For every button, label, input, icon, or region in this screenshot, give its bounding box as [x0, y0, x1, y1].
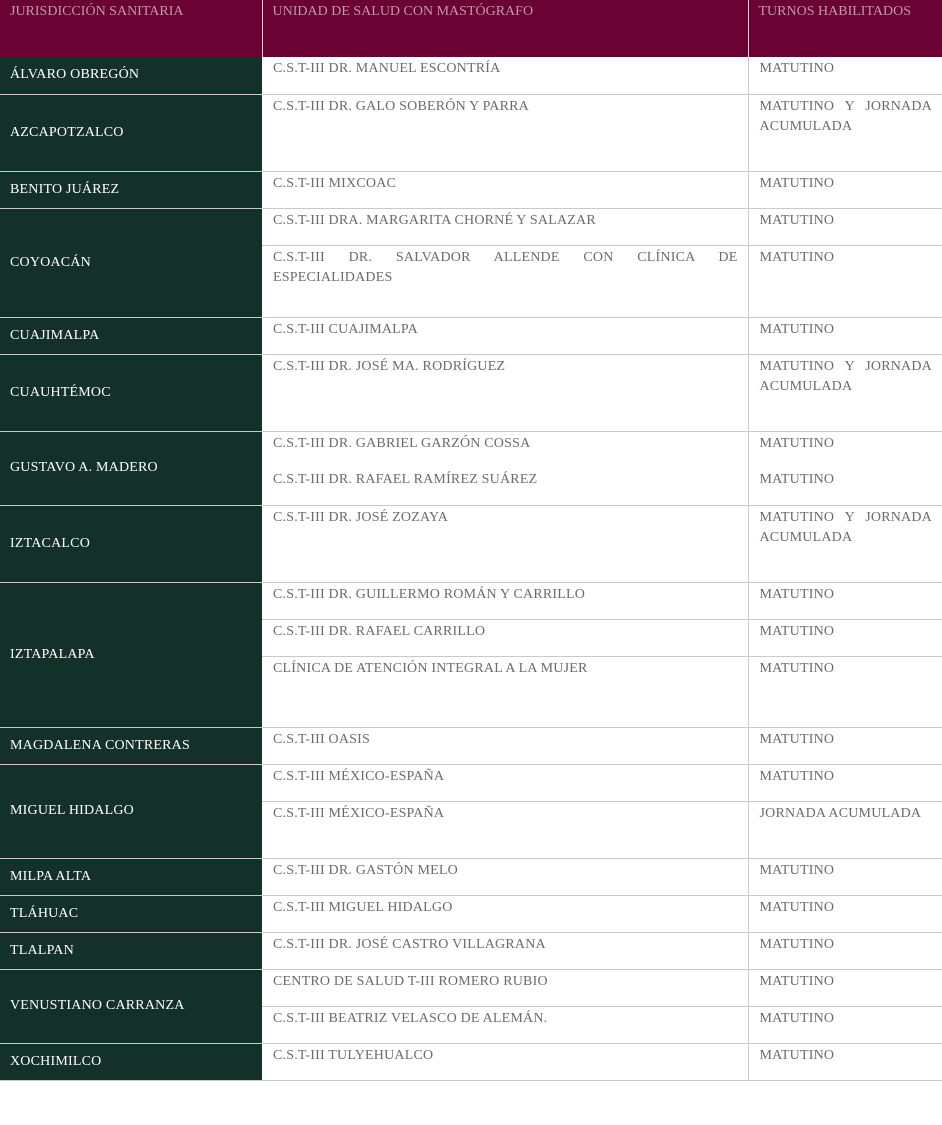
turno-cell: MATUTINO: [748, 858, 942, 895]
table-row: [0, 317, 942, 354]
unidad-cell: C.S.T-III OASIS: [262, 727, 748, 764]
unidad-cell: C.S.T-III MIXCOAC: [262, 171, 748, 208]
turno-cell: MATUTINO: [748, 727, 942, 764]
turno-cell: MATUTINO: [748, 656, 942, 727]
unidad-cell: C.S.T-III DR. GUILLERMO ROMÁN Y CARRILLO: [262, 582, 748, 619]
header-unidad: UNIDAD DE SALUD CON MASTÓGRAFO: [262, 0, 748, 57]
table-row: [0, 969, 942, 1006]
unidad-cell: C.S.T-III DR. MANUEL ESCONTRÍA: [262, 57, 748, 94]
table-row: [0, 57, 942, 94]
turno-cell: MATUTINO: [748, 969, 942, 1006]
unidad-cell: CENTRO DE SALUD T-III ROMERO RUBIO: [262, 969, 748, 1006]
turno-cell: MATUTINO: [748, 1006, 942, 1043]
table-row: [0, 895, 942, 932]
turno-cell: MATUTINO: [748, 895, 942, 932]
jurisdiccion-cell: MILPA ALTA: [0, 858, 262, 895]
jurisdiccion-cell: BENITO JUÁREZ: [0, 171, 262, 208]
unidad-cell: C.S.T-III MÉXICO-ESPAÑA: [262, 764, 748, 801]
table-row: [0, 582, 942, 619]
turno-cell: MATUTINO: [748, 245, 942, 317]
table-row: [0, 208, 942, 245]
unidad-cell: C.S.T-III DR. RAFAEL CARRILLO: [262, 619, 748, 656]
table-row: [0, 932, 942, 969]
turno-cell: JORNADA ACUMULADA: [748, 801, 942, 858]
jurisdiccion-cell: IZTACALCO: [0, 505, 262, 582]
jurisdiccion-cell: CUAUHTÉMOC: [0, 354, 262, 431]
table-row: [0, 354, 942, 431]
header-turnos: TURNOS HABILITADOS: [748, 0, 942, 57]
unidad-cell: CLÍNICA DE ATENCIÓN INTEGRAL A LA MUJER: [262, 656, 748, 727]
unidad-cell: C.S.T-III MIGUEL HIDALGO: [262, 895, 748, 932]
turno-cell: MATUTINO: [748, 208, 942, 245]
unidad-cell: C.S.T-III DR. GASTÓN MELO: [262, 858, 748, 895]
table-row: [0, 727, 942, 764]
unidad-cell: C.S.T-III MÉXICO-ESPAÑA: [262, 801, 748, 858]
table-row: [0, 94, 942, 171]
jurisdiccion-cell: ÁLVARO OBREGÓN: [0, 57, 262, 94]
unidad-cell: C.S.T-III DR. JOSÉ ZOZAYA: [262, 505, 748, 582]
unidad-cell: C.S.T-III DRA. MARGARITA CHORNÉ Y SALAZAR: [262, 208, 748, 245]
jurisdiccion-cell: CUAJIMALPA: [0, 317, 262, 354]
turno-cell: MATUTINO: [748, 764, 942, 801]
unidad-cell: C.S.T-III DR. JOSÉ CASTRO VILLAGRANA: [262, 932, 748, 969]
table-row: [0, 505, 942, 582]
table-row: [0, 858, 942, 895]
jurisdiccion-cell: TLÁHUAC: [0, 895, 262, 932]
jurisdiccion-cell: IZTAPALAPA: [0, 582, 262, 727]
jurisdiccion-cell: VENUSTIANO CARRANZA: [0, 969, 262, 1043]
turno-cell: MATUTINO Y JORNADA ACUMULADA: [748, 94, 942, 171]
unidad-cell: C.S.T-III BEATRIZ VELASCO DE ALEMÁN.: [262, 1006, 748, 1043]
jurisdiccion-cell: GUSTAVO A. MADERO: [0, 431, 262, 505]
turno-cell: MATUTINO: [748, 582, 942, 619]
jurisdiccion-cell: TLALPAN: [0, 932, 262, 969]
turno-cell: MATUTINO Y JORNADA ACUMULADA: [748, 505, 942, 582]
jurisdiccion-cell: XOCHIMILCO: [0, 1043, 262, 1080]
turno-cell: MATUTINO: [748, 171, 942, 208]
unidad-cell: C.S.T-III DR. GABRIEL GARZÓN COSSA: [262, 431, 748, 468]
turno-cell: MATUTINO: [759, 435, 835, 451]
jurisdiccion-cell: MAGDALENA CONTRERAS: [0, 727, 262, 764]
table-row: [0, 171, 942, 208]
jurisdiccion-cell: COYOACÁN: [0, 208, 262, 317]
turno-cell: MATUTINO: [748, 1043, 942, 1080]
table-row: [0, 764, 942, 801]
jurisdiccion-cell: MIGUEL HIDALGO: [0, 764, 262, 858]
turno-cell: MATUTINO: [748, 317, 942, 354]
unidad-cell: C.S.T-III CUAJIMALPA: [262, 317, 748, 354]
table-body: [0, 57, 942, 1080]
turno-cell: MATUTINO: [748, 932, 942, 969]
unidad-cell: C.S.T-III TULYEHUALCO: [262, 1043, 748, 1080]
unidad-cell: C.S.T-III DR. JOSÉ MA. RODRÍGUEZ: [262, 354, 748, 431]
unidad-cell: C.S.T-III DR. RAFAEL RAMÍREZ SUÁREZ: [262, 468, 748, 505]
jurisdiccion-cell: AZCAPOTZALCO: [0, 94, 262, 171]
unidad-cell: C.S.T-III DR. SALVADOR ALLENDE CON CLÍNICA DE ESPECIALIDADES: [262, 245, 748, 317]
unidad-cell: C.S.T-III DR. GALO SOBERÓN Y PARRA: [262, 94, 748, 171]
header-jurisdiccion: JURISDICCIÓN SANITARIA: [0, 0, 262, 57]
table-row: [0, 431, 942, 468]
table-row: [0, 1043, 942, 1080]
turno-cell: MATUTINO: [748, 57, 942, 94]
turno-cell: MATUTINO: [748, 619, 942, 656]
turno-cell: MATUTINO: [748, 468, 942, 505]
turno-cell: MATUTINO Y JORNADA ACUMULADA: [748, 354, 942, 431]
table-header-row: [0, 0, 942, 57]
